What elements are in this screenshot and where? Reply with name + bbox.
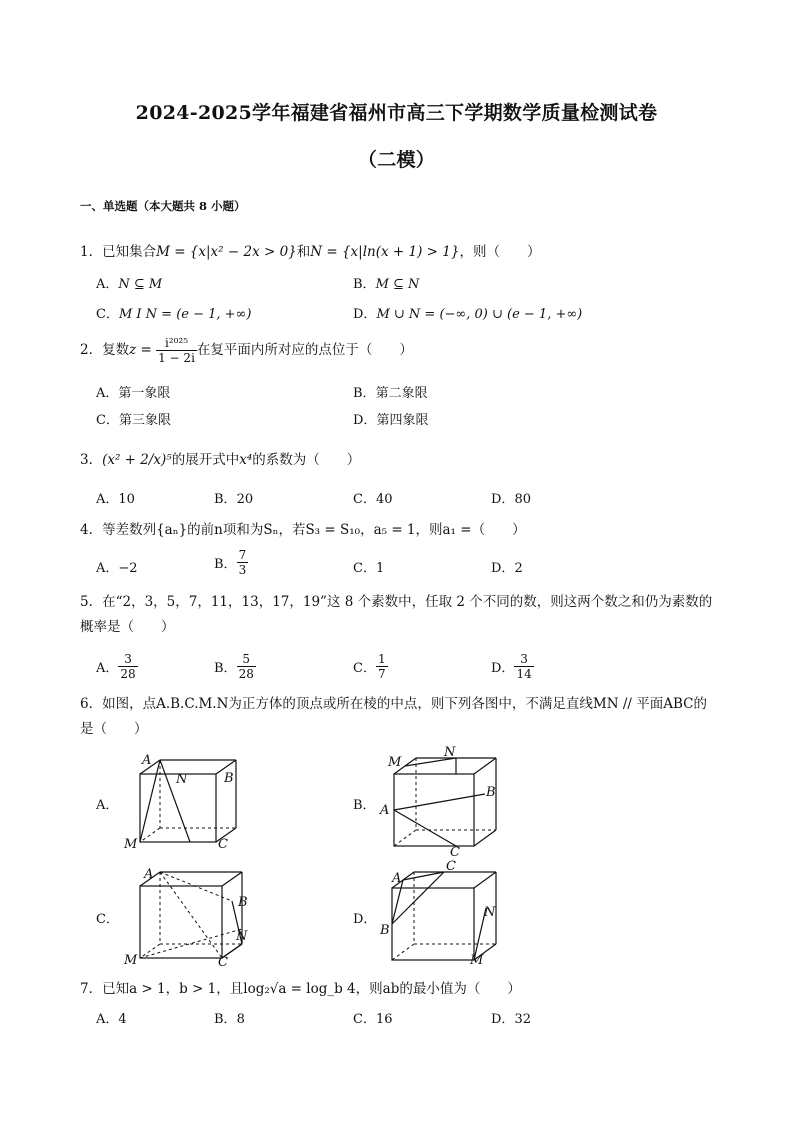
question-3-option-c: C．40 bbox=[353, 492, 393, 507]
svg-text:M: M bbox=[470, 953, 484, 968]
svg-text:M: M bbox=[124, 953, 138, 968]
question-6-option-b-label: B． bbox=[353, 798, 376, 813]
question-1-option-b: B．M ⊆ N bbox=[353, 277, 420, 292]
question-4-option-b: B． $\frac{7}{3}$ bbox=[214, 548, 247, 577]
question-1-stem: 1．已知集合M = {x|x² − 2x > 0}和N = {x|ln(x + 1) > 1}，则（ ） bbox=[80, 244, 541, 260]
binomial-expression: (x² + 2/x)⁵ bbox=[102, 452, 172, 468]
question-5-option-b: B． $\frac{5}{28}$ bbox=[214, 652, 254, 681]
point-label-m: M bbox=[124, 837, 138, 852]
point-label-a: A bbox=[142, 753, 152, 768]
svg-text:C: C bbox=[446, 859, 456, 874]
question-6-stem: 6．如图，点A.B.C.M.N为正方体的顶点或所在棱的中点，则下列各图中，不满足直线MN // 平面ABC的是（ ） bbox=[80, 696, 707, 737]
question-4-option-c: C．1 bbox=[353, 561, 385, 576]
question-4-option-a: A．−2 bbox=[96, 561, 138, 576]
svg-text:M: M bbox=[388, 755, 402, 770]
question-6-option-c-label: C． bbox=[96, 912, 119, 927]
svg-text:B: B bbox=[238, 895, 248, 910]
question-7-option-a: A．4 bbox=[96, 1012, 127, 1027]
question-1-option-a: A．N ⊆ M bbox=[96, 277, 163, 292]
question-2-option-c: C．第三象限 bbox=[96, 413, 171, 428]
svg-text:A: A bbox=[144, 867, 154, 882]
svg-text:C: C bbox=[218, 955, 228, 970]
question-6-option-a-label: A． bbox=[96, 798, 119, 813]
cube-figure-c bbox=[124, 864, 254, 972]
question-3-option-a: A．10 bbox=[96, 492, 135, 507]
point-label-c: C bbox=[218, 837, 228, 852]
cube-figure-b bbox=[378, 745, 508, 860]
question-2-stem: 2．复数z = $\frac{\text{i²⁰²⁵}}{1 - 2i}$ 在复平面内所对应的点位于（ ） bbox=[80, 336, 413, 365]
question-3-stem: 3．(x² + 2/x)⁵的展开式中x⁴的系数为（ ） bbox=[80, 452, 361, 468]
question-5-option-d: D． $\frac{3}{14}$ bbox=[491, 652, 532, 681]
section-heading: 一、单选题（本大题共 8 小题） bbox=[80, 199, 246, 213]
cube-figure-a bbox=[124, 752, 244, 856]
svg-text:A: A bbox=[380, 803, 390, 818]
cube-figure-d bbox=[378, 859, 508, 972]
set-m: M = {x|x² − 2x > 0} bbox=[156, 244, 297, 260]
svg-text:N: N bbox=[236, 929, 248, 944]
question-2-option-b: B．第二象限 bbox=[353, 386, 428, 401]
svg-text:A: A bbox=[392, 871, 402, 886]
question-4-option-d: D．2 bbox=[491, 561, 523, 576]
svg-text:N: N bbox=[444, 745, 456, 760]
question-7-option-d: D．32 bbox=[491, 1012, 531, 1027]
exam-subtitle: （二模） bbox=[357, 149, 436, 171]
question-7-option-b: B．8 bbox=[214, 1012, 245, 1027]
point-label-b: B bbox=[224, 771, 234, 786]
exam-title: 2024-2025学年福建省福州市高三下学期数学质量检测试卷 bbox=[135, 102, 658, 124]
question-7-stem: 7．已知a > 1，b > 1，且log₂√a = log_b 4，则ab的最小值为（ ） bbox=[80, 981, 521, 997]
question-3-option-b: B．20 bbox=[214, 492, 254, 507]
svg-text:B: B bbox=[380, 923, 390, 938]
svg-text:N: N bbox=[484, 905, 496, 920]
question-2-option-a: A．第一象限 bbox=[96, 386, 171, 401]
svg-text:B: B bbox=[486, 785, 496, 800]
question-4-stem: 4．等差数列{aₙ}的前n项和为Sₙ，若S₃ = S₁₀，a₅ = 1，则a₁ =（ ） bbox=[80, 522, 526, 538]
question-5-stem: 5．在“2，3，5，7，11，13，17，19”这 8 个素数中，任取 2 个不同的数，则这两个数之和仍为素数的概率是（ ） bbox=[80, 594, 713, 635]
question-1-option-d: D．M ∪ N = (−∞, 0) ∪ (e − 1, +∞) bbox=[353, 307, 583, 322]
set-n: N = {x|ln(x + 1) > 1} bbox=[310, 244, 460, 260]
question-3-option-d: D．80 bbox=[491, 492, 531, 507]
svg-text:C: C bbox=[450, 845, 460, 860]
question-1-option-c: C．M I N = (e − 1, +∞) bbox=[96, 307, 252, 322]
question-5-option-c: C． $\frac{1}{7}$ bbox=[353, 652, 386, 681]
question-2-option-d: D．第四象限 bbox=[353, 413, 429, 428]
question-7-option-c: C．16 bbox=[353, 1012, 393, 1027]
question-6-option-d-label: D． bbox=[353, 912, 377, 927]
complex-fraction: $\frac{\text{i²⁰²⁵}}{1 - 2i}$ bbox=[158, 336, 195, 365]
question-5-option-a: A． $\frac{3}{28}$ bbox=[96, 652, 136, 681]
point-label-n: N bbox=[176, 772, 188, 787]
